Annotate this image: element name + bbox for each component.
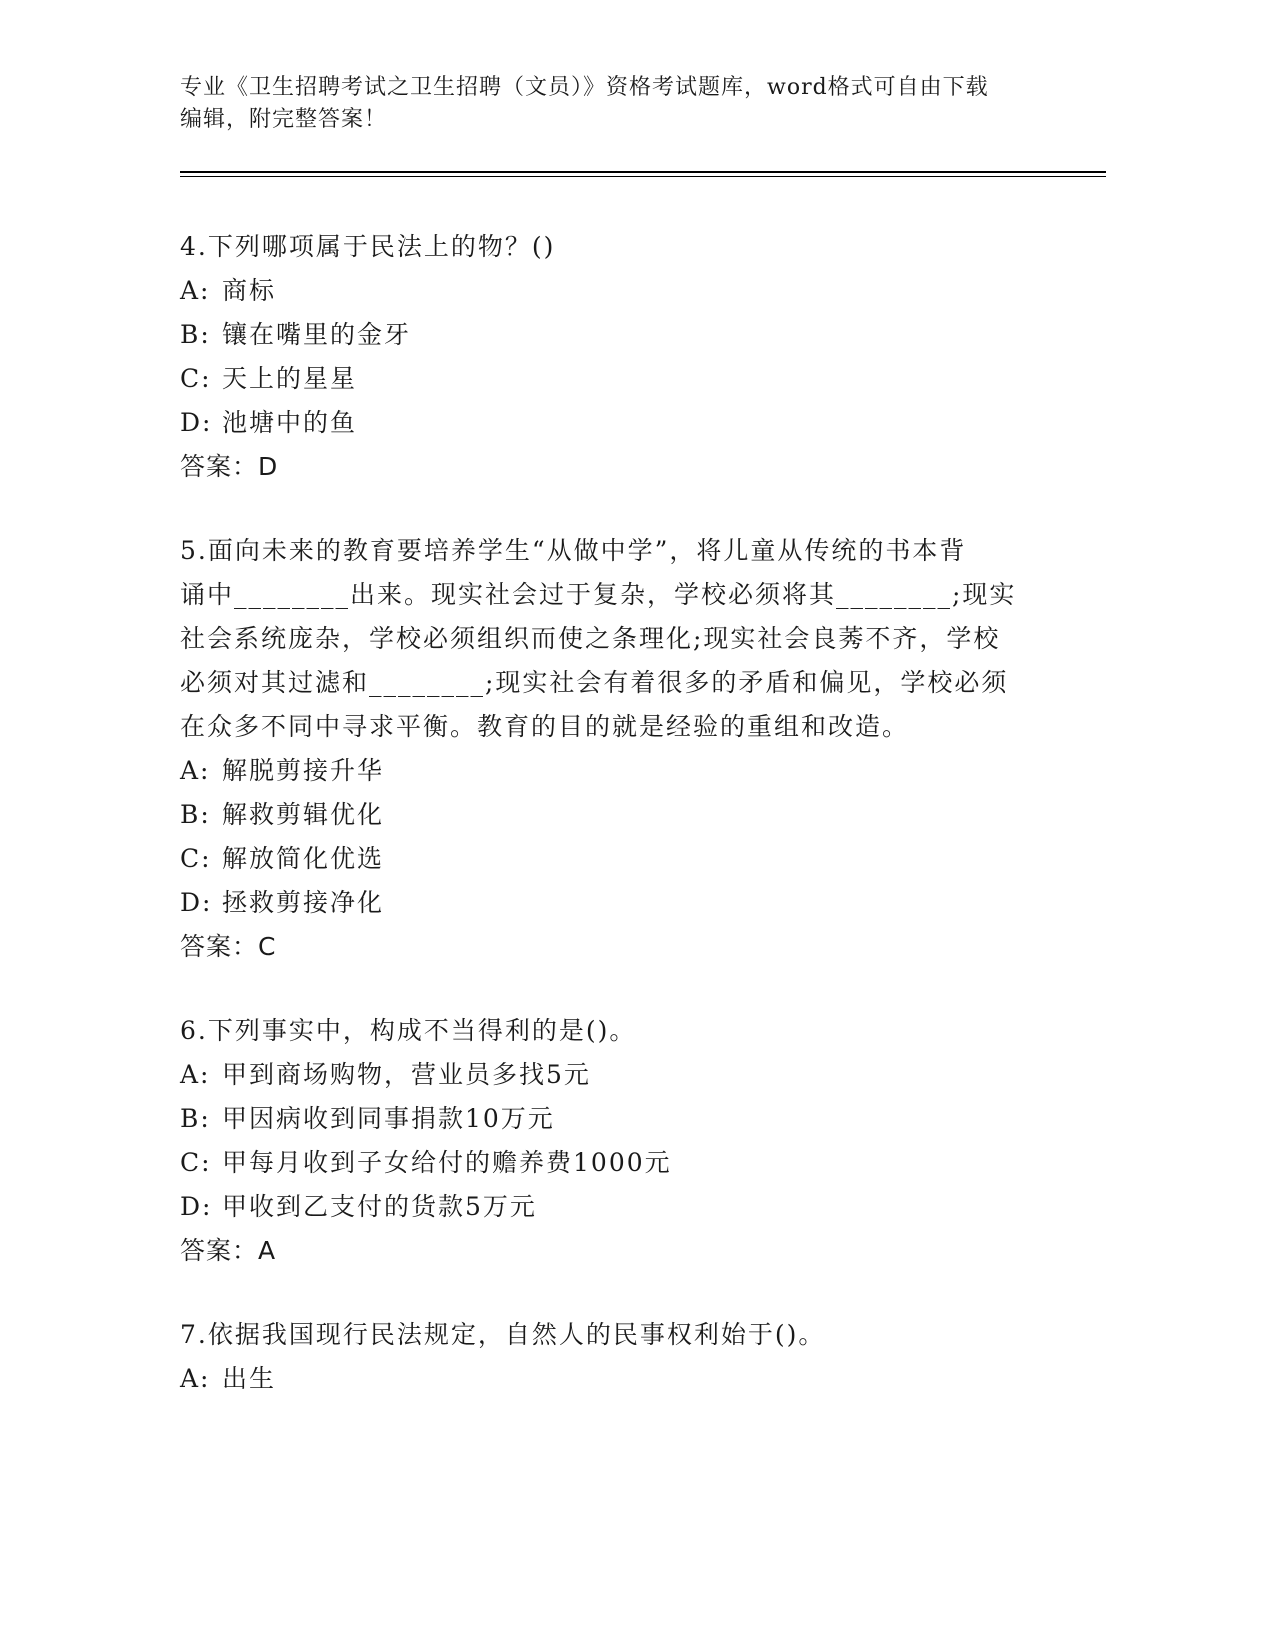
option-text: 出生 <box>222 1364 277 1393</box>
option-b <box>180 793 1050 837</box>
document-header <box>180 72 1040 136</box>
option-text: 镶在嘴里的金牙 <box>222 320 412 349</box>
question-5 <box>180 529 1050 969</box>
question-4 <box>180 225 1050 489</box>
option-label: D: <box>180 888 213 917</box>
question-stem-line-3: 社会系统庞杂，学校必须组织而使之条理化;现实社会良莠不齐，学校 <box>180 624 1001 653</box>
option-d <box>180 401 1050 445</box>
answer-line: 答案：C <box>180 932 277 961</box>
option-label: A: <box>180 1364 211 1393</box>
header-divider-thick <box>180 171 1106 173</box>
option-label: D: <box>180 408 213 437</box>
option-text: 甲收到乙支付的货款5万元 <box>222 1192 537 1221</box>
option-text: 甲每月收到子女给付的赡养费1000元 <box>222 1148 672 1177</box>
option-text: 拯救剪接净化 <box>222 888 385 917</box>
option-label: A: <box>180 756 211 785</box>
question-stem-line-5: 在众多不同中寻求平衡。教育的目的就是经验的重组和改造。 <box>180 712 910 741</box>
option-a <box>180 1053 1050 1097</box>
header-line-1: 专业《卫生招聘考试之卫生招聘（文员）》资格考试题库，word格式可自由下载 <box>180 75 989 100</box>
option-text: 解脱剪接升华 <box>222 756 385 785</box>
question-stem-line-4: 必须对其过滤和________;现实社会有着很多的矛盾和偏见，学校必须 <box>180 668 1009 697</box>
option-label: C: <box>180 844 212 873</box>
question-stem-line-1: 5.面向未来的教育要培养学生“从做中学”，将儿童从传统的书本背 <box>180 536 967 565</box>
option-a <box>180 1357 1050 1401</box>
question-stem: 6.下列事实中，构成不当得利的是()。 <box>180 1016 637 1045</box>
answer-line: 答案：A <box>180 1236 277 1265</box>
question-stem: 4.下列哪项属于民法上的物？() <box>180 232 556 261</box>
option-c <box>180 357 1050 401</box>
answer-line: 答案：D <box>180 452 279 481</box>
option-text: 甲因病收到同事捐款10万元 <box>222 1104 555 1133</box>
option-text: 解救剪辑优化 <box>222 800 385 829</box>
option-text: 解放简化优选 <box>222 844 385 873</box>
option-label: C: <box>180 1148 212 1177</box>
option-text: 商标 <box>222 276 277 305</box>
question-7 <box>180 1313 1050 1401</box>
option-text: 天上的星星 <box>222 364 358 393</box>
option-d <box>180 881 1050 925</box>
option-c <box>180 1141 1050 1185</box>
question-stem: 7.依据我国现行民法规定，自然人的民事权利始于()。 <box>180 1320 826 1349</box>
option-b <box>180 313 1050 357</box>
option-c <box>180 837 1050 881</box>
option-label: B: <box>180 320 211 349</box>
option-b <box>180 1097 1050 1141</box>
header-divider-thin <box>180 176 1106 177</box>
option-text: 甲到商场购物，营业员多找5元 <box>222 1060 591 1089</box>
option-a <box>180 749 1050 793</box>
question-stem-line-2: 诵中________出来。现实社会过于复杂，学校必须将其________;现实 <box>180 580 1017 609</box>
option-label: A: <box>180 276 211 305</box>
option-a <box>180 269 1050 313</box>
option-label: D: <box>180 1192 213 1221</box>
option-label: B: <box>180 1104 211 1133</box>
option-d <box>180 1185 1050 1229</box>
option-label: B: <box>180 800 211 829</box>
option-label: C: <box>180 364 212 393</box>
header-line-2: 编辑，附完整答案！ <box>180 107 388 132</box>
option-label: A: <box>180 1060 211 1089</box>
option-text: 池塘中的鱼 <box>222 408 358 437</box>
question-6 <box>180 1009 1050 1273</box>
